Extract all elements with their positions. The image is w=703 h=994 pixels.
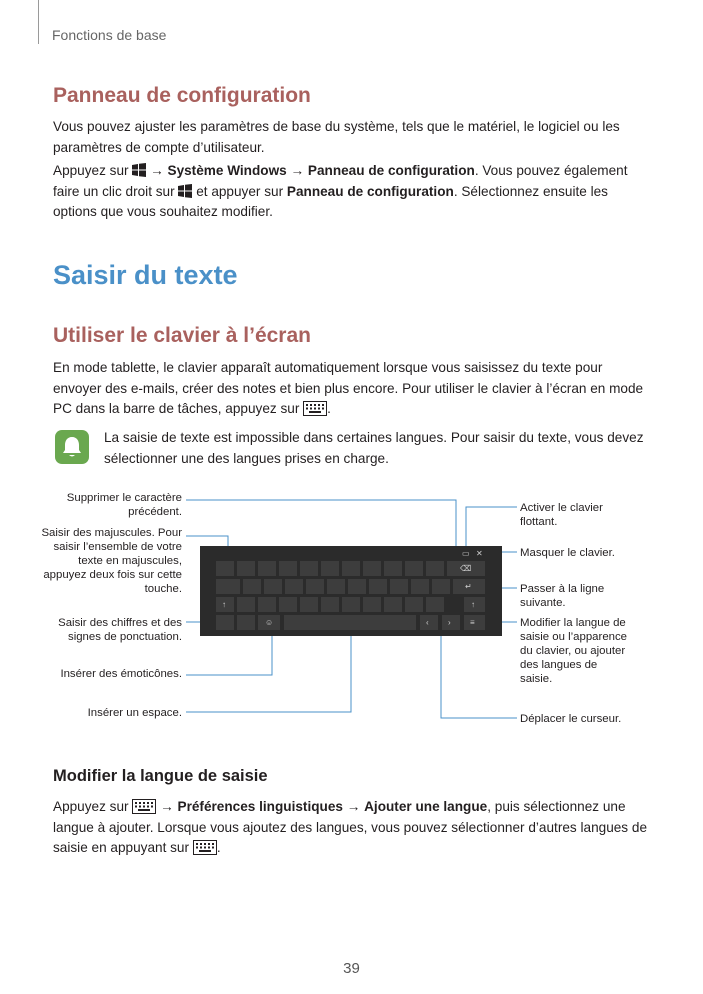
menu-path-control-panel: Panneau de configuration	[307, 163, 475, 178]
menu-path-language-preferences: Préférences linguistiques	[177, 799, 343, 814]
keyboard-key[interactable]	[300, 561, 318, 576]
keyboard-key[interactable]	[342, 597, 360, 612]
keyboard-key[interactable]	[279, 597, 297, 612]
keyboard-key[interactable]	[390, 579, 408, 594]
heading-onscreen-keyboard: Utiliser le clavier à l’écran	[53, 324, 311, 347]
backspace-key[interactable]	[447, 561, 485, 576]
page-number: 39	[343, 960, 360, 977]
label-emoji: Insérer des émoticônes.	[60, 668, 182, 680]
heading-enter-text: Saisir du texte	[53, 260, 238, 290]
shift-key[interactable]	[216, 597, 234, 612]
note-supported-languages: La saisie de texte est impossible dans certaines langues. Pour saisir du texte, vous devez sélectionner une des langues prises en charge.	[104, 430, 644, 466]
text-fragment: .	[327, 401, 331, 416]
keyboard-key[interactable]	[306, 579, 324, 594]
ctrl-key[interactable]	[237, 615, 255, 630]
cursor-left-key[interactable]	[420, 615, 438, 630]
keyboard-key[interactable]	[285, 579, 303, 594]
arrow-glyph: →	[150, 163, 164, 178]
text-fragment: En mode tablette, le clavier apparaît automatiquement lorsque vous saisissez du texte pour envoyer des e-mails, créer des notes et bien plus encore. Pour utiliser le clavier à l’écran en mode PC dans la barre de tâches, appuyez sur	[53, 360, 644, 416]
callout-float	[466, 507, 517, 549]
menu-path-system: Système Windows	[167, 163, 287, 178]
keyboard-key[interactable]	[405, 561, 423, 576]
keyboard-key[interactable]	[426, 597, 444, 612]
space-key[interactable]	[284, 615, 416, 630]
keyboard-key[interactable]	[216, 579, 240, 594]
keyboard-key[interactable]	[321, 597, 339, 612]
keyboard-key[interactable]	[300, 597, 318, 612]
section-header: Fonctions de base	[52, 27, 167, 43]
label-cursor: Déplacer le curseur.	[520, 713, 622, 725]
paragraph-control-panel-intro: Vous pouvez ajuster les paramètres de base du système, tels que le matériel, le logiciel ou les paramètres de compte d’utilisateur.	[53, 119, 620, 155]
menu-path-add-language: Ajouter une langue	[364, 799, 488, 814]
callout-cursor	[441, 632, 517, 718]
keyboard-key[interactable]	[384, 561, 402, 576]
keyboard-key[interactable]	[411, 579, 429, 594]
label-space: Insérer un espace.	[87, 707, 182, 719]
enter-icon: ↵	[465, 582, 472, 591]
enter-key[interactable]	[453, 579, 485, 594]
chevron-right-icon: ›	[448, 618, 451, 627]
label-backspace: Supprimer le caractère précédent.	[66, 492, 182, 518]
text-fragment: Appuyez sur	[53, 163, 129, 178]
heading-control-panel: Panneau de configuration	[53, 84, 311, 107]
text-fragment: . Sélectionnez ensuite les options que vous souhaitez modifier.	[53, 183, 608, 219]
keyboard-key[interactable]	[264, 579, 282, 594]
symbols-key[interactable]	[216, 615, 234, 630]
arrow-glyph: →	[290, 163, 305, 178]
keyboard-key[interactable]	[258, 561, 276, 576]
callout-space	[186, 627, 351, 712]
keyboard-key[interactable]	[363, 561, 381, 576]
keyboard-key[interactable]	[243, 579, 261, 594]
shift-arrow-icon: ↑	[471, 600, 475, 609]
text-fragment: Appuyez sur	[53, 799, 129, 814]
text-fragment: et appuyer sur	[196, 183, 284, 199]
text-fragment: . Vous pouvez également faire un clic droit sur	[53, 163, 628, 199]
label-float: Activer le clavier flottant.	[520, 502, 603, 528]
keyboard-key[interactable]	[321, 561, 339, 576]
backspace-icon: ⌫	[460, 564, 472, 573]
close-keyboard-icon[interactable]: ✕	[476, 549, 483, 558]
keyboard-key[interactable]	[327, 579, 345, 594]
float-keyboard-icon[interactable]: ▭	[462, 549, 470, 558]
touch-keyboard-icon	[132, 799, 156, 814]
cursor-right-key[interactable]	[442, 615, 460, 630]
menu-path-control-panel: Panneau de configuration	[286, 183, 454, 199]
onscreen-keyboard	[200, 546, 502, 636]
keyboard-menu-icon: ≡	[470, 618, 475, 627]
keyboard-key[interactable]	[384, 597, 402, 612]
arrow-glyph: →	[346, 799, 361, 814]
keyboard-key[interactable]	[237, 597, 255, 612]
shift-key-right[interactable]	[464, 597, 485, 612]
label-hide: Masquer le clavier.	[520, 547, 615, 559]
smiley-icon: ☺	[265, 618, 274, 627]
keyboard-key[interactable]	[426, 561, 444, 576]
keyboard-key[interactable]	[216, 561, 234, 576]
emoji-key[interactable]	[258, 615, 280, 630]
keyboard-key[interactable]	[363, 597, 381, 612]
arrow-glyph: →	[160, 799, 174, 814]
keyboard-key[interactable]	[279, 561, 297, 576]
touch-keyboard-icon	[193, 840, 217, 855]
chevron-left-icon: ‹	[426, 618, 429, 627]
label-symbols: Saisir des chiffres et des signes de ponctuation.	[58, 617, 182, 643]
heading-change-input-language: Modifier la langue de saisie	[53, 767, 268, 785]
text-fragment: .	[216, 840, 221, 855]
keyboard-key[interactable]	[369, 579, 387, 594]
label-enter: Passer à la ligne suivante.	[520, 583, 605, 609]
keyboard-key[interactable]	[348, 579, 366, 594]
keyboard-key[interactable]	[237, 561, 255, 576]
keyboard-key[interactable]	[342, 561, 360, 576]
text-fragment: , puis sélectionnez une langue à ajouter. Lorsque vous ajoutez des langues, vous pouvez sélectionner d’autres langues de saisie en appuyant sur	[53, 799, 648, 855]
keyboard-key[interactable]	[432, 579, 450, 594]
label-language: Modifier la langue de saisie ou l’apparence du clavier, ou ajouter des langues de saisie.	[520, 617, 628, 685]
paragraph-change-language	[53, 797, 653, 859]
shift-arrow-icon: ↑	[222, 600, 226, 609]
label-shift: Saisir des majuscules. Pour saisir l’ensemble de votre texte en majuscules, appuyez deux fois sur cette touche.	[41, 527, 182, 595]
keyboard-key[interactable]	[405, 597, 423, 612]
keyboard-key[interactable]	[258, 597, 276, 612]
language-key[interactable]	[464, 615, 485, 630]
